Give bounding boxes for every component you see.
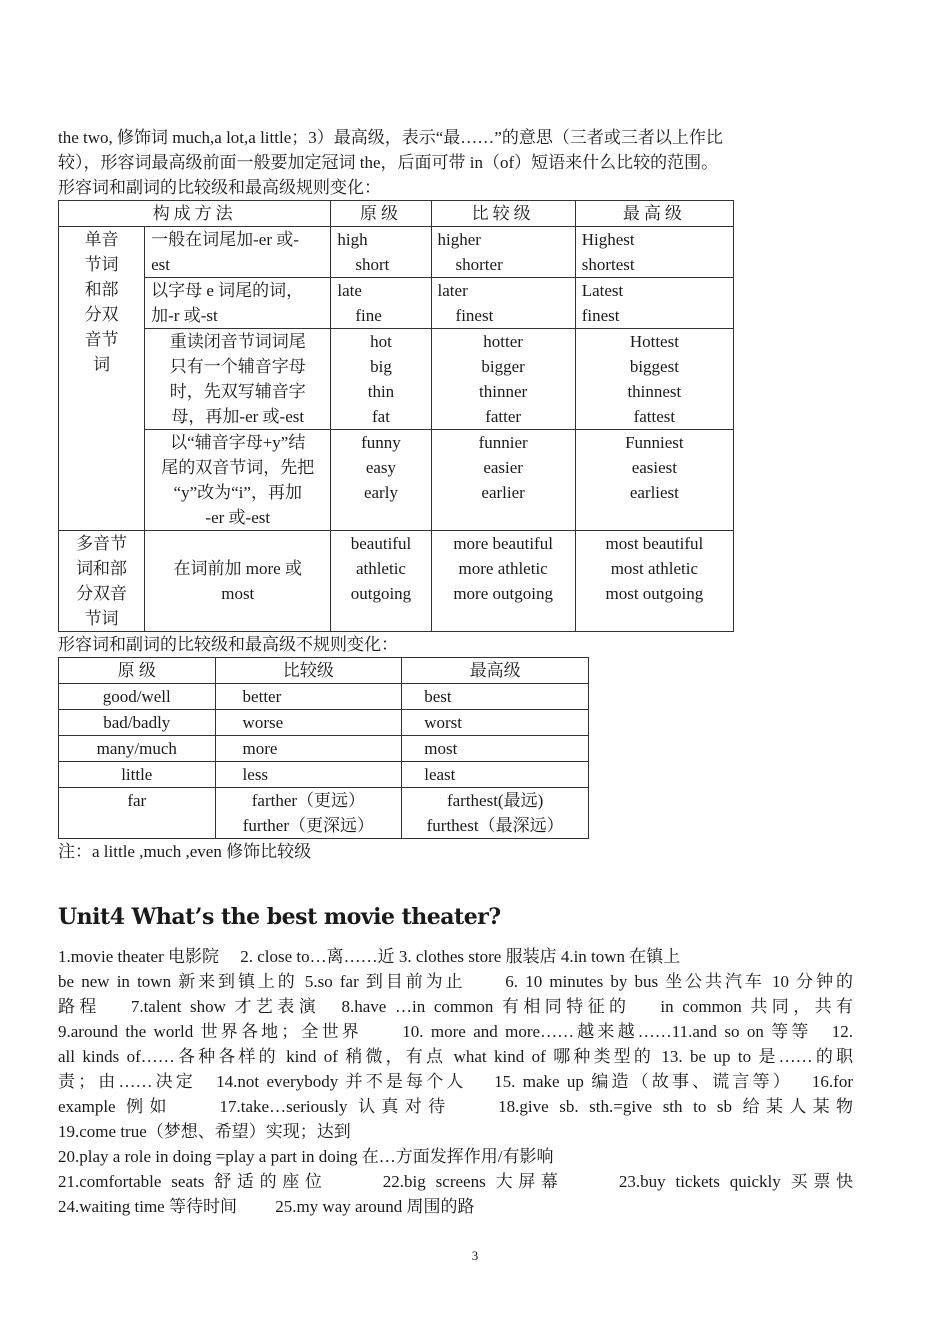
superlative-cell: least bbox=[402, 762, 589, 788]
intro-line: the two, 修饰词 much,a lot,a little；3）最高级，表示“最……”的意思（三者或三者以上作比 bbox=[58, 128, 723, 147]
comparative-cell: farther（更远） further（更深远） bbox=[215, 788, 402, 839]
vocab-line: 24.waiting time 等待时间 25.my way around 周围的路 bbox=[58, 1197, 475, 1216]
base-cell: good/well bbox=[59, 684, 216, 710]
table-row bbox=[59, 762, 589, 788]
table-row bbox=[59, 329, 734, 430]
table-row bbox=[59, 430, 734, 531]
comparative-cell: later finest bbox=[431, 278, 575, 329]
superlative-cell: best bbox=[402, 684, 589, 710]
group-label-polysyllabic: 多音节 词和部 分双音 节词 bbox=[59, 531, 145, 632]
vocab-line: 21.comfortable seats 舒适的座位 22.big screens 大屏幕 23.buy tickets quickly 买票快 bbox=[58, 1172, 853, 1191]
table-header: 原 级 bbox=[59, 658, 216, 684]
document-page bbox=[58, 125, 853, 1219]
superlative-cell: most bbox=[402, 736, 589, 762]
superlative-cell: most beautiful most athletic most outgoing bbox=[575, 531, 733, 632]
unit-heading: Unit4 What’s the best movie theater? bbox=[58, 904, 501, 930]
base-cell: funny easy early bbox=[331, 430, 431, 531]
table-header: 最高级 bbox=[402, 658, 589, 684]
table-row bbox=[59, 736, 589, 762]
table-row bbox=[59, 278, 734, 329]
rule-cell: 一般在词尾加-er 或- est bbox=[145, 227, 331, 278]
vocab-line: example 例如 17.take…seriously 认真对待 18.give sb. sth.=give sth to sb 给某人某物 bbox=[58, 1097, 853, 1116]
vocabulary-list bbox=[58, 944, 853, 1219]
table-header-row bbox=[59, 658, 589, 684]
vocab-line: 1.movie theater 电影院 2. close to…离……近 3. clothes store 服装店 4.in town 在镇上 bbox=[58, 947, 681, 966]
table-row bbox=[59, 227, 734, 278]
page-number: 3 bbox=[471, 1248, 479, 1263]
superlative-cell: Latest finest bbox=[575, 278, 733, 329]
base-cell: little bbox=[59, 762, 216, 788]
table-row bbox=[59, 684, 589, 710]
note-text: 注：a little ,much ,even 修饰比较级 bbox=[58, 842, 312, 861]
irregular-intro: 形容词和副词的比较级和最高级不规则变化： bbox=[58, 635, 398, 654]
table-row bbox=[59, 531, 734, 632]
superlative-cell: farthest(最远) furthest（最深远） bbox=[402, 788, 589, 839]
base-cell: high short bbox=[331, 227, 431, 278]
comparative-cell: higher shorter bbox=[431, 227, 575, 278]
intro-line: 较），形容词最高级前面一般要加定冠词 the，后面可带 in（of）短语来什么比较的范围。 bbox=[58, 153, 719, 172]
rule-cell: 在词前加 more 或 most bbox=[145, 531, 331, 632]
intro-line: 形容词和副词的比较级和最高级规则变化： bbox=[58, 178, 381, 197]
vocab-line: 19.come true（梦想、希望）实现；达到 bbox=[58, 1122, 351, 1141]
table-header: 原级 bbox=[331, 201, 431, 227]
rule-cell: 重读闭音节词词尾 只有一个辅音字母 时，先双写辅音字 母，再加-er 或-est bbox=[145, 329, 331, 430]
comparative-cell: worse bbox=[215, 710, 402, 736]
table-header: 比较级 bbox=[215, 658, 402, 684]
vocab-line: 9.around the world 世界各地；全世界 10. more and more……越来越……11.and so on 等等 12. bbox=[58, 1022, 853, 1041]
vocab-line: 路程 7.talent show 才艺表演 8.have …in common 有相同特征的 in common 共同，共有 bbox=[58, 997, 853, 1016]
comparative-cell: less bbox=[215, 762, 402, 788]
comparative-cell: more beautiful more athletic more outgoing bbox=[431, 531, 575, 632]
intro-paragraph bbox=[58, 125, 853, 200]
regular-comparison-table bbox=[58, 200, 734, 632]
vocab-line: 责；由……决定 14.not everybody 并不是每个人 15. make up 编造（故事、谎言等） 16.for bbox=[58, 1072, 853, 1091]
vocab-line: 20.play a role in doing =play a part in doing 在…方面发挥作用/有影响 bbox=[58, 1147, 554, 1166]
comparative-cell: funnier easier earlier bbox=[431, 430, 575, 531]
base-cell: beautiful athletic outgoing bbox=[331, 531, 431, 632]
rule-cell: 以字母 e 词尾的词， 加-r 或-st bbox=[145, 278, 331, 329]
irregular-comparison-table bbox=[58, 657, 589, 839]
comparative-cell: better bbox=[215, 684, 402, 710]
superlative-cell: worst bbox=[402, 710, 589, 736]
table-row bbox=[59, 710, 589, 736]
comparative-cell: more bbox=[215, 736, 402, 762]
comparative-cell: hotter bigger thinner fatter bbox=[431, 329, 575, 430]
vocab-line: be new in town 新来到镇上的 5.so far 到目前为止 6. 10 minutes by bus 坐公共汽车 10 分钟的 bbox=[58, 972, 853, 991]
group-label-monosyllabic: 单音 节词 和部 分双 音节 词 bbox=[59, 227, 145, 531]
superlative-cell: Funniest easiest earliest bbox=[575, 430, 733, 531]
table-header-row bbox=[59, 201, 734, 227]
vocab-line: all kinds of……各种各样的 kind of 稍微，有点 what kind of 哪种类型的 13. be up to 是……的职 bbox=[58, 1047, 853, 1066]
rule-cell: 以“辅音字母+y”结 尾的双音节词，先把 “y”改为“i”，再加 -er 或-est bbox=[145, 430, 331, 531]
base-cell: bad/badly bbox=[59, 710, 216, 736]
base-cell: many/much bbox=[59, 736, 216, 762]
base-cell: far bbox=[59, 788, 216, 839]
table-header: 比较级 bbox=[431, 201, 575, 227]
base-cell: late fine bbox=[331, 278, 431, 329]
table-header: 最高级 bbox=[575, 201, 733, 227]
superlative-cell: Highest shortest bbox=[575, 227, 733, 278]
base-cell: hot big thin fat bbox=[331, 329, 431, 430]
superlative-cell: Hottest biggest thinnest fattest bbox=[575, 329, 733, 430]
table-row bbox=[59, 788, 589, 839]
table-header: 构成方法 bbox=[59, 201, 331, 227]
